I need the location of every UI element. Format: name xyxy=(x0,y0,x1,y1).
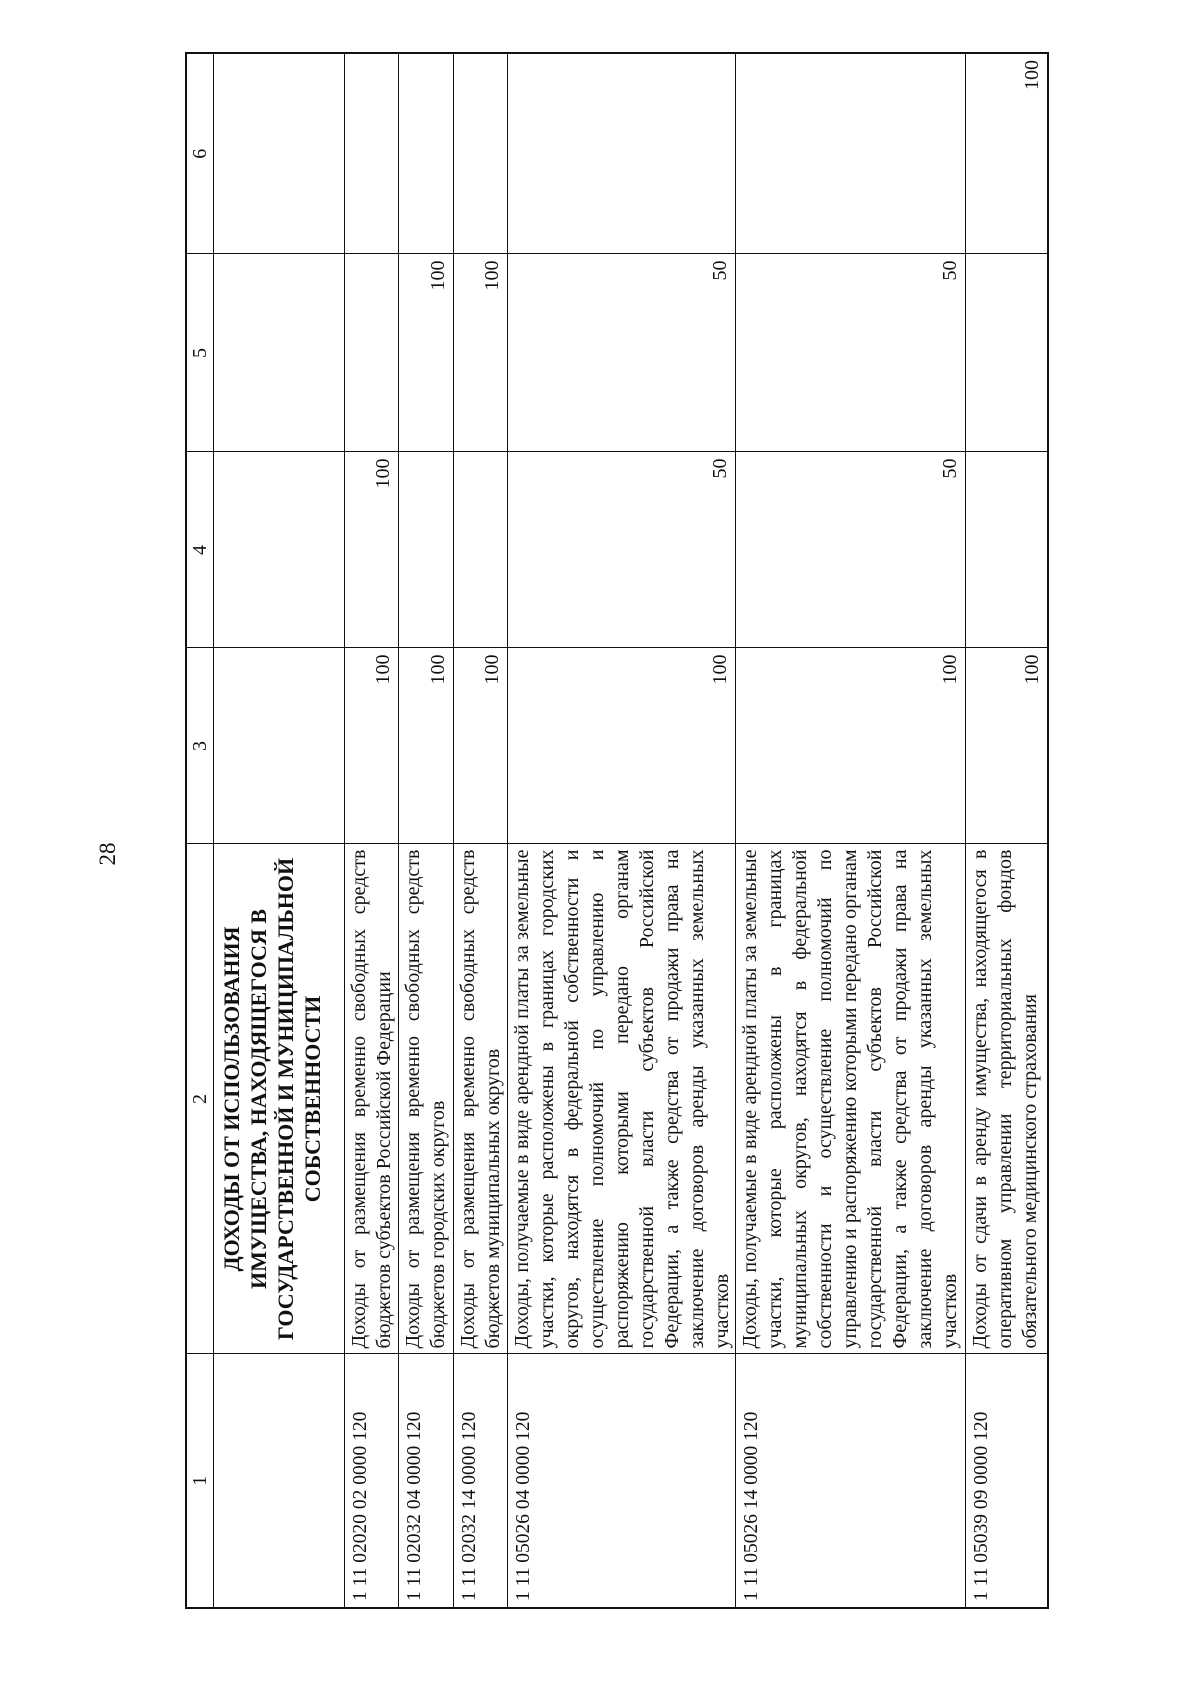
revenue-name: Доходы, получаемые в виде арендной платы за земельные участки, которые расположены в границах муниципальных округов, находятся в федеральной собственности и осуществление полномочий по управлению и распоряжению которыми передано органам государственной власти субъектов Российской Федерации, а также средства от продажи права на заключение договоров аренды указанных земельных участков xyxy=(736,844,966,1354)
value-col-4 xyxy=(399,452,454,648)
value-col-3: 100 xyxy=(966,648,1048,844)
revenue-code: 1 11 02032 14 0000 120 xyxy=(454,1354,508,1608)
value-col-6 xyxy=(454,53,508,254)
revenue-name: Доходы от размещения временно свободных средств бюджетов городских округов xyxy=(399,844,454,1354)
value-col-5 xyxy=(966,254,1048,452)
revenue-name: Доходы от размещения временно свободных средств бюджетов субъектов Российской Федерации xyxy=(345,844,399,1354)
column-number: 5 xyxy=(186,254,214,452)
revenue-name: Доходы от размещения временно свободных средств бюджетов муниципальных округов xyxy=(454,844,508,1354)
rotated-table-sheet xyxy=(185,54,1071,1609)
value-col-6 xyxy=(399,53,454,254)
value-col-3: 100 xyxy=(454,648,508,844)
column-number: 3 xyxy=(186,648,214,844)
column-number: 2 xyxy=(186,844,214,1354)
value-col-4: 50 xyxy=(736,452,966,648)
value-col-3: 100 xyxy=(736,648,966,844)
revenue-code: 1 11 02032 04 0000 120 xyxy=(399,1354,454,1608)
value-col-6 xyxy=(736,53,966,254)
value-col-6 xyxy=(508,53,736,254)
revenue-name: Доходы, получаемые в виде арендной платы за земельные участки, которые расположены в границах городских округов, находятся в федеральной собственности и осуществление полномочий по управлению и распоряжению которыми передано органам государственной власти субъектов Российской Федерации, а также средства от продажи права на заключение договоров аренды указанных земельных участков xyxy=(508,844,736,1354)
column-number: 6 xyxy=(186,53,214,254)
revenue-code: 1 11 02020 02 0000 120 xyxy=(345,1354,399,1608)
table-row xyxy=(508,53,736,1608)
section-title: ДОХОДЫ ОТ ИСПОЛЬЗОВАНИЯ ИМУЩЕСТВА, НАХОДЯЩЕГОСЯ В ГОСУДАРСТВЕННОЙ И МУНИЦИПАЛЬНОЙ СОБСТВЕННОСТИ xyxy=(214,844,345,1354)
value-col-3: 100 xyxy=(508,648,736,844)
table-row xyxy=(736,53,966,1608)
value-col-5: 50 xyxy=(508,254,736,452)
value-col-4: 50 xyxy=(508,452,736,648)
value-col-6: 100 xyxy=(966,53,1048,254)
revenue-code: 1 11 05026 14 0000 120 xyxy=(736,1354,966,1608)
table-row xyxy=(454,53,508,1608)
value-col-5: 50 xyxy=(736,254,966,452)
column-number-row xyxy=(186,53,214,1608)
table-row xyxy=(966,53,1048,1608)
revenue-code: 1 11 05039 09 0000 120 xyxy=(966,1354,1048,1608)
value-col-6 xyxy=(345,53,399,254)
column-number: 4 xyxy=(186,452,214,648)
section-row xyxy=(214,53,345,1608)
budget-revenue-table xyxy=(185,52,1049,1609)
value-col-4 xyxy=(966,452,1048,648)
revenue-code: 1 11 05026 04 0000 120 xyxy=(508,1354,736,1608)
table-row xyxy=(345,53,399,1608)
value-col-4 xyxy=(454,452,508,648)
page-number: 28 xyxy=(95,842,120,866)
value-col-5: 100 xyxy=(399,254,454,452)
revenue-name: Доходы от сдачи в аренду имущества, находящегося в оперативном управлении территориальных фондов обязательного медицинского страхования xyxy=(966,844,1048,1354)
value-col-5 xyxy=(345,254,399,452)
value-col-3: 100 xyxy=(345,648,399,844)
table-row xyxy=(399,53,454,1608)
value-col-5: 100 xyxy=(454,254,508,452)
value-col-4: 100 xyxy=(345,452,399,648)
value-col-3: 100 xyxy=(399,648,454,844)
column-number: 1 xyxy=(186,1354,214,1608)
